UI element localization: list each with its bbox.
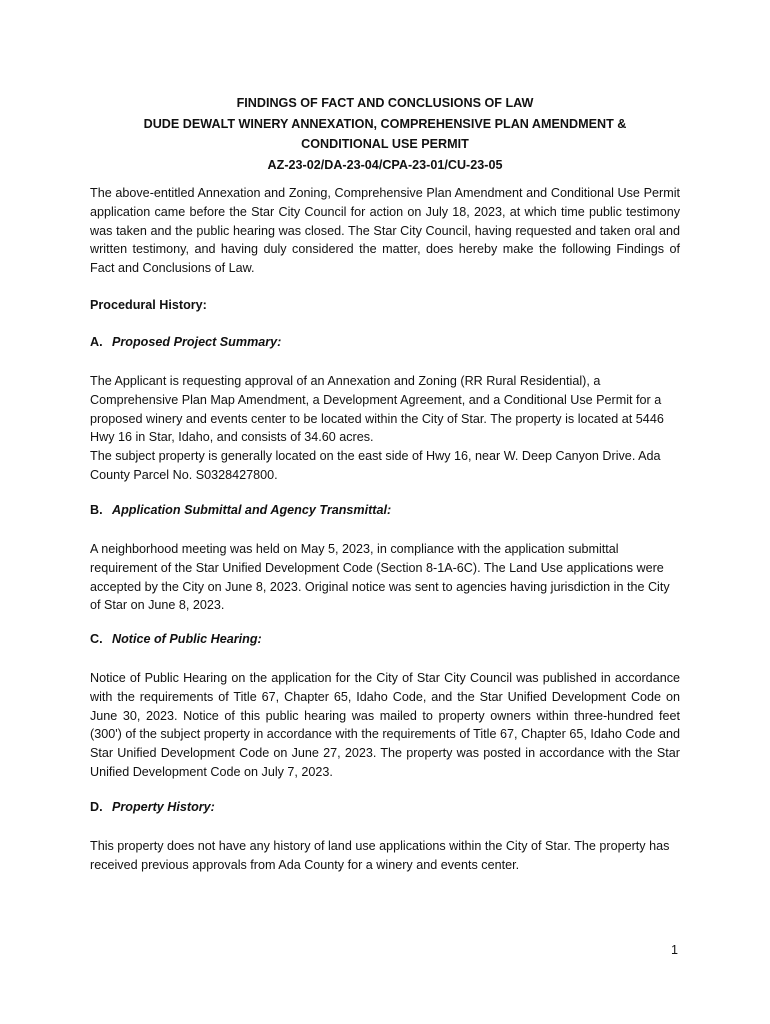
section-a-letter: A. [90,335,103,349]
section-c-body: Notice of Public Hearing on the application for the City of Star City Council was published in accordance with the requirements of Title 67, Chapter 65, Idaho Code, and the Star Unified Development Code on June 30, 2023. Notice of this public hearing was mailed to property owners within three-hundred feet (300') of the subject property in accordance with the requirements of Title 67, Chapter 65, Idaho Code and Star Unified Development Code on June 27, 2023. The property was posted in accordance with the Star Unified Development Code on July 7, 2023. [90,671,680,779]
intro-paragraph: The above-entitled Annexation and Zoning, Comprehensive Plan Amendment and Conditional Use Permit application came before the Star City Council for action on July 18, 2023, at which time public testimony was taken and the public hearing was closed. The Star City Council, having requested and taken oral and written testimony, and having duly considered the matter, does hereby make the following Findings of Fact and Conclusions of Law. [90,186,680,276]
title-line-1: FINDINGS OF FACT AND CONCLUSIONS OF LAW [236,96,534,110]
section-d-title: Property History: [112,800,215,814]
section-c-letter: C. [90,632,103,646]
procedural-history-heading: Procedural History: [90,298,207,312]
section-a-heading [90,335,281,349]
document-title [90,93,680,175]
section-c-title: Notice of Public Hearing: [112,632,262,646]
section-b-letter: B. [90,503,103,517]
section-b-heading [90,503,391,517]
section-a-body-2: The subject property is generally located on the east side of Hwy 16, near W. Deep Canyon Drive. Ada County Parcel No. S0328427800. [90,449,661,482]
section-b-body: A neighborhood meeting was held on May 5, 2023, in compliance with the application submittal requirement of the Star Unified Development Code (Section 8-1A-6C). The Land Use applications were accepted by the City on June 8, 2023. Original notice was sent to agencies having jurisdiction in the City of Star on June 8, 2023. [90,542,670,613]
title-line-2: DUDE DEWALT WINERY ANNEXATION, COMPREHENSIVE PLAN AMENDMENT & [143,116,627,131]
section-c-heading [90,632,262,646]
section-a-title: Proposed Project Summary: [112,335,282,349]
section-d-letter: D. [90,800,103,814]
section-b-title: Application Submittal and Agency Transmittal: [112,503,392,517]
section-d-heading [90,800,215,814]
section-a-body: The Applicant is requesting approval of an Annexation and Zoning (RR Rural Residential), a Comprehensive Plan Map Amendment, a Development Agreement, and a Conditional Use Permit for a proposed winery and events center to be located within the City of Star. The property is located at 5446 Hwy 16 in Star, Idaho, and consists of 34.60 acres. [90,374,664,445]
title-line-4: AZ-23-02/DA-23-04/CPA-23-01/CU-23-05 [267,157,503,172]
page-number: 1 [671,943,679,957]
title-line-3: CONDITIONAL USE PERMIT [301,137,469,151]
section-d-body: This property does not have any history of land use applications within the City of Star. The property has received previous approvals from Ada County for a winery and events center. [90,839,670,872]
